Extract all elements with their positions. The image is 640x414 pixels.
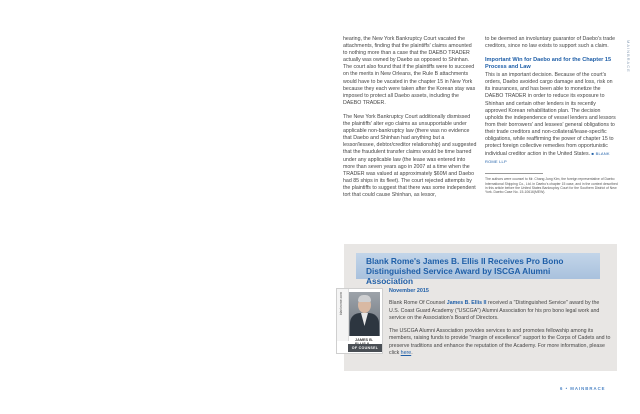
right-para-2 [485,72,618,166]
headshot-card [336,288,383,354]
more-info-link[interactable]: here [400,350,412,357]
feature-para-2-start: The USCGA Alumni Association provides services to and promotes fellowship among its members, raising funds to provide "margin of excellence" support to the Corps of Cadets and to preserve traditions and enhance the reputation of the Academy. For more information, please click [389,328,611,357]
page-footer: 6 • MAINBRACE [560,386,606,391]
signature-mark: ■ [591,151,595,157]
feature-para-1-end: received a "Distinguished Service" award by the U.S. Coast Guard Academy ("USCGA") Alumni Association for his pro bono legal work and service on the Association's Board of Directors. [389,300,600,321]
feature-para-1 [389,300,611,322]
signature: BLANK ROME LLP [485,151,610,165]
feature-article [389,288,611,363]
right-para-1: to be deemed an involuntary guarantor of Daebo's trade creditors, since no law exists to support such a claim. [485,36,616,50]
headshot-name: JAMES B. [355,338,373,342]
left-column [343,36,477,206]
headshot-role: OF COUNSEL [348,344,382,352]
footnote-divider [485,173,543,174]
left-para-1: hearing, the New York Bankruptcy Court vacated the attachments, finding that the plaintiffs' claims amounted to nothing more than a case that the DAEBO TRADER actually was owned by Daebo as opposed to Shinhan. The court also found that if the plaintiffs were to succeed on the merits in New Orleans, the Rule B attachments would have to be vacated in the chapter 15 in New York because they each were taken after the Korean stay was imposed to protect all Daebo assets, including the DAEBO TRADER. [343,36,476,106]
feature-person-name: James B. Ellis II [446,300,487,307]
feature-title: Blank Rome's James B. Ellis II Receives Pro Bono Distinguished Service Award by ISCGA Alumni Association [366,256,564,287]
feature-para-2-end: . [411,350,413,357]
section-heading: Important Win for Daebo and for the Chapter 15 Process and Law [485,57,612,71]
feature-banner [356,253,600,287]
left-para-2: The New York Bankruptcy Court additionally dismissed the plaintiffs' alter ego claims as unsupportable under applicable non-bankruptcy law (there was no evidence that Daebo and Shinhan had anything but a lessor/lessee, debtor/creditor relationship) and suggested that the fraudulent transfer claims would be time barred under any applicable law (the lease was entered into more than seven years ago in 2007 at a time when the TRADER was valued at approximately $60M and Daebo had 85 ships in its fleet). The court rejected attempts by the plaintiffs to suggest that there was some independent tort that could cause Shinhan, as lessor, [343,113,477,198]
right-para-2-text: This is an important decision. Because of the court's orders, Daebo avoided cargo damage and loss, risk on its insurances, and has been able to monetize the DAEBO TRADER in order to reduce its exposure to Shinhan and certain other lenders in its recently approved Korean rehabilitation plan. The decision upholds the independence of vessel lenders and lessors from their borrowers' and lessees' general obligations to their trade creditors and non-collateral/lease-specific obligations, while reaffirming the power of chapter 15 to protect foreign collective remedies from opportunistic individual creditor action in the United States. [485,72,616,158]
right-column [485,36,618,195]
feature-para-1-start: Blank Rome Of Counsel [389,300,447,307]
headshot-strip-text: blankrome.com [339,292,343,316]
footnote: The authors were counsel to Mr. Chang Jung Kim, the foreign representative of Daebo International Shipping Co., Ltd. in Daebo's chapter 15 case, and in the context described in this article before the United States Bankruptcy Court for the Southern District of New York. Daebo Case No. 15-10616(MEW). [485,177,618,195]
side-label: MAINBRACE [626,40,631,73]
headshot-photo [349,292,380,336]
feature-date: November 2015 [389,288,429,294]
headshot-strip [337,289,349,341]
feature-para-2 [389,328,611,357]
